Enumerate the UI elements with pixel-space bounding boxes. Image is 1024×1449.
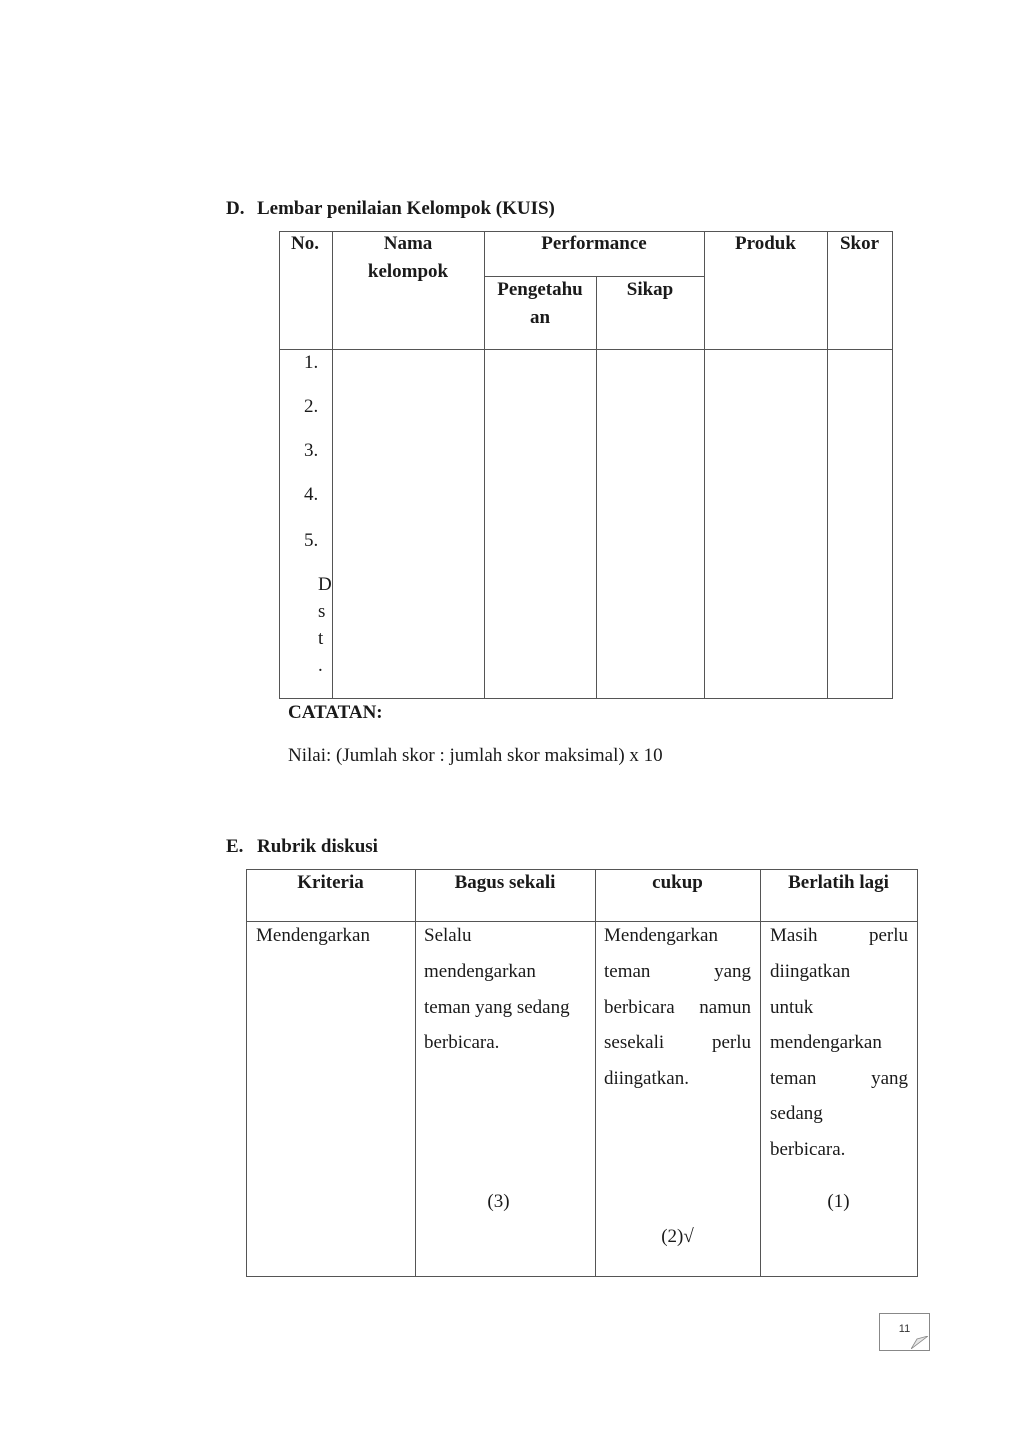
cell-line: teman yang [770,1068,908,1089]
cell-line: teman yang [604,961,751,982]
header-skor: Skor [839,233,880,254]
cell-line: sedang [770,1103,823,1124]
header-produk: Produk [735,233,796,254]
header-nama-line1: Nama [383,233,433,254]
rubrik-header-berlatih-lagi: Berlatih lagi [788,872,889,893]
cell-line: Masih perlu [770,925,908,946]
kuis-table-header-bottom [279,349,893,350]
kuis-table-performance-divider [484,276,704,277]
kuis-table-col-divider [332,231,333,699]
cell-line: Selalu [424,925,472,946]
cell-line: berbicara namun [604,997,751,1018]
kuis-table-col-divider [704,231,705,699]
cell-line: diingatkan [770,961,851,982]
header-nama-line2: kelompok [367,261,449,282]
page-number: 11 [879,1313,930,1351]
kuis-table-border-top [279,231,893,232]
header-pengetahuan-line2: an [529,307,551,328]
rubrik-table-header-bottom [246,921,918,922]
rubrik-header-bagus-sekali: Bagus sekali [454,872,556,893]
berlatih-lagi-score: (1) [827,1191,850,1212]
kuis-table-border-left [279,231,280,699]
cell-line: diingatkan. [604,1068,689,1089]
kuis-table-border-bottom [279,698,893,699]
row-number: 3. [304,440,319,461]
section-e-heading [226,836,378,858]
header-sikap: Sikap [626,279,674,300]
header-no: No. [291,233,319,254]
section-e-letter: E. [226,836,244,857]
rubrik-table-col-divider [415,869,416,1277]
header-pengetahuan [484,279,596,329]
header-performance: Performance [541,233,647,254]
catatan-label: CATATAN: [288,702,383,723]
kriteria-cell: Mendengarkan [256,925,370,946]
section-d-letter: D. [226,198,245,219]
section-e-title: Rubrik diskusi [257,836,378,857]
row-dst-letter: . [318,655,323,676]
rubrik-table-border-top [246,869,918,870]
nilai-formula: Nilai: (Jumlah skor : jumlah skor maksimal) x 10 [288,745,663,766]
cell-line: teman yang sedang [424,997,570,1018]
cell-line: berbicara. [770,1139,846,1160]
rubrik-table-border-bottom [246,1276,918,1277]
page-curl-icon [911,1336,928,1349]
cell-line: Mendengarkan [604,925,718,946]
rubrik-table-border-left [246,869,247,1277]
cell-line: mendengarkan [424,961,536,982]
cell-line: sesekali perlu [604,1032,751,1053]
kuis-table-col-divider [596,276,597,699]
kuis-table-border-right [892,231,893,699]
row-number: 1. [304,352,319,373]
kuis-table-col-divider [827,231,828,699]
row-dst-letter: t [318,628,324,649]
cukup-score: (2)√ [661,1226,694,1247]
rubrik-table-border-right [917,869,918,1277]
cell-line: berbicara. [424,1032,500,1053]
row-number: 4. [304,484,319,505]
row-number: 2. [304,396,319,417]
row-dst-letter: D [318,574,332,595]
section-d-heading [226,198,555,220]
bagus-sekali-score: (3) [487,1191,510,1212]
rubrik-header-cukup: cukup [652,872,703,893]
rubrik-table-col-divider [595,869,596,1277]
header-nama [332,233,484,283]
cell-line: mendengarkan [770,1032,882,1053]
rubrik-table-col-divider [760,869,761,1277]
cell-line: untuk [770,997,814,1018]
header-pengetahuan-line1: Pengetahu [497,279,583,300]
section-d-title: Lembar penilaian Kelompok (KUIS) [257,198,555,219]
row-number: 5. [304,530,319,551]
rubrik-header-kriteria: Kriteria [297,872,364,893]
row-dst-letter: s [318,601,326,622]
